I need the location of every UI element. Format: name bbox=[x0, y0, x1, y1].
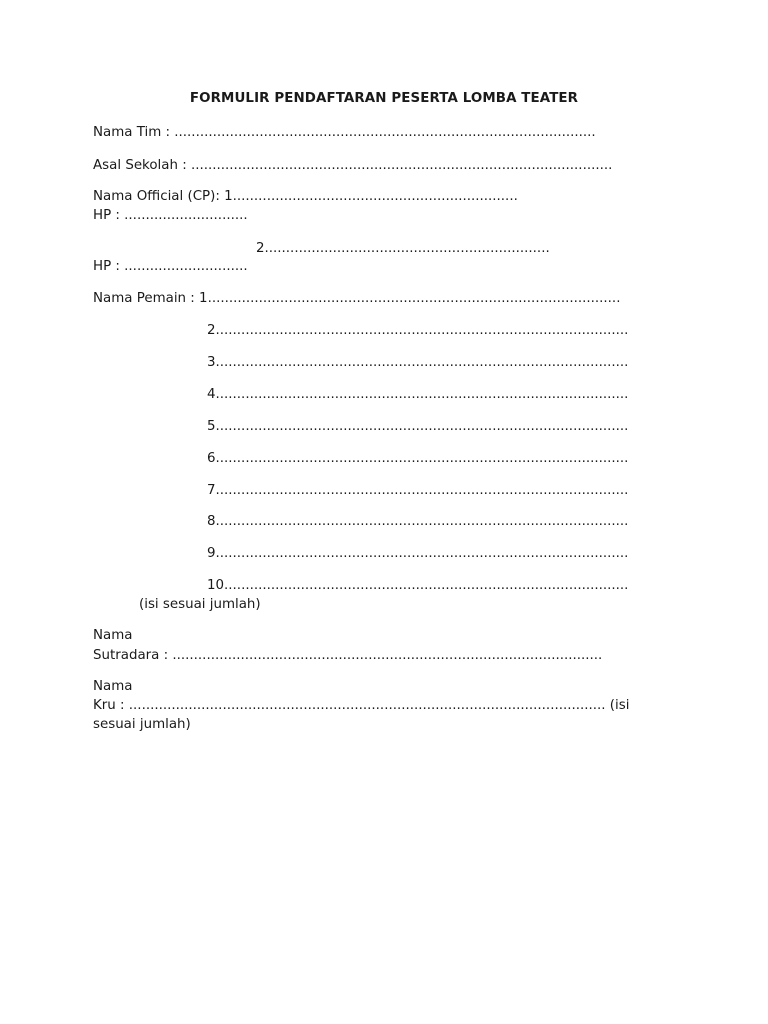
field-pemain-9: 9................................................................................................. bbox=[207, 546, 629, 561]
field-pemain-1: Nama Pemain : 1................................................................................................. bbox=[93, 291, 621, 306]
field-official-1: Nama Official (CP): 1................................................................... bbox=[93, 189, 518, 204]
field-pemain-3: 3................................................................................................. bbox=[207, 355, 629, 370]
field-pemain-5: 5................................................................................................. bbox=[207, 419, 629, 434]
field-hp-1: HP : ............................. bbox=[93, 208, 248, 223]
field-nama-tim: Nama Tim : ................................................................................................... bbox=[93, 125, 596, 140]
field-asal-sekolah: Asal Sekolah : ................................................................................................... bbox=[93, 158, 613, 173]
field-pemain-10: 10............................................................................................... bbox=[207, 578, 629, 593]
field-pemain-7: 7................................................................................................. bbox=[207, 483, 629, 498]
form-title: FORMULIR PENDAFTARAN PESERTA LOMBA TEATER bbox=[189, 91, 579, 106]
field-hp-2: HP : ............................. bbox=[93, 259, 248, 274]
field-official-2: 2................................................................... bbox=[256, 241, 550, 256]
field-pemain-2: 2................................................................................................. bbox=[207, 323, 629, 338]
kru-label: Nama bbox=[93, 679, 133, 694]
sutradara-label: Nama bbox=[93, 628, 133, 643]
pemain-note: (isi sesuai jumlah) bbox=[139, 597, 261, 612]
field-pemain-8: 8................................................................................................. bbox=[207, 514, 629, 529]
field-pemain-6: 6................................................................................................. bbox=[207, 451, 629, 466]
field-pemain-4: 4................................................................................................. bbox=[207, 387, 629, 402]
field-kru: Kru : ................................................................................................................ (isi bbox=[93, 698, 630, 713]
kru-note: sesuai jumlah) bbox=[93, 717, 191, 732]
field-sutradara: Sutradara : ..................................................................................................... bbox=[93, 648, 603, 663]
